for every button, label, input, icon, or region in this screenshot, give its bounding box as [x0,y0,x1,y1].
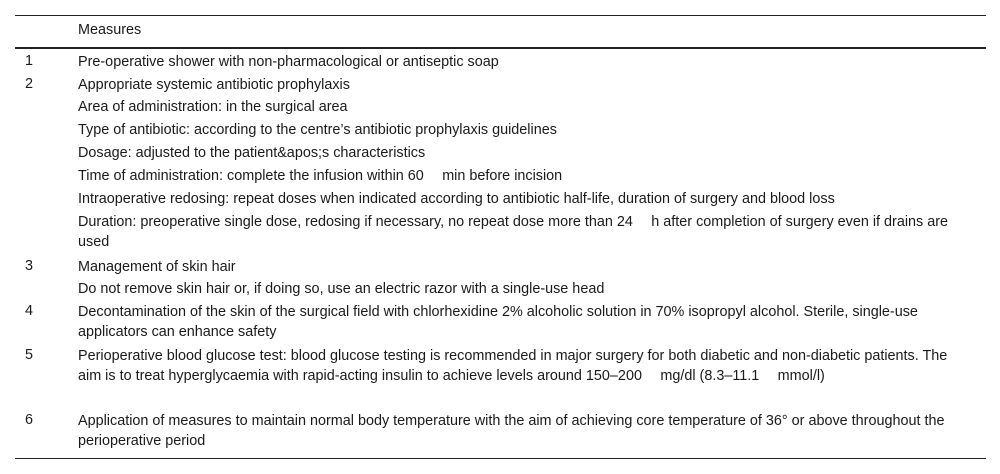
header-divider-rule [15,47,986,49]
row-subitem: Duration: preoperative single dose, redosing if necessary, no repeat dose more than 24 h after completion of surgery even if drains are used [78,214,949,250]
column-header-measures: Measures [78,22,142,38]
row-number: 4 [25,303,34,319]
row-text: Pre-operative shower with non-pharmacological or antiseptic soap [78,54,499,70]
row-number: 1 [25,53,34,69]
row-text: Decontamination of the skin of the surgical field with chlorhexidine 2% alcoholic solution in 70% isopropyl alcohol. Sterile, single-use applicators can enhance safety [78,304,918,340]
row-subitem: Dosage: adjusted to the patient&apos;s characteristics [78,145,426,161]
row-text: Application of measures to maintain normal body temperature with the aim of achieving core temperature of 36° or above throughout the perioperative period [78,413,945,449]
row-number: 5 [25,347,34,363]
table-top-rule [15,15,986,16]
row-text: Management of skin hair [78,259,236,275]
row-subitem: Do not remove skin hair or, if doing so, use an electric razor with a single-use head [78,281,605,297]
row-number: 6 [25,412,34,428]
row-number: 3 [25,258,34,274]
row-text: Perioperative blood glucose test: blood glucose testing is recommended in major surgery for both diabetic and non-diabetic patients. The aim is to treat hyperglycaemia with rapid-acting insulin to achieve levels around 150–200 mg/dl (8.3–11.1 mmol/l) [78,348,948,384]
row-number: 2 [25,76,34,92]
table-bottom-rule [15,458,986,459]
row-text: Appropriate systemic antibiotic prophylaxis [78,77,350,93]
row-subitem: Time of administration: complete the infusion within 60 min before incision [78,168,563,184]
row-subitem: Type of antibiotic: according to the centre’s antibiotic prophylaxis guidelines [78,122,557,138]
row-subitem: Area of administration: in the surgical area [78,99,348,115]
row-subitem: Intraoperative redosing: repeat doses when indicated according to antibiotic half-life, duration of surgery and blood loss [78,191,835,207]
